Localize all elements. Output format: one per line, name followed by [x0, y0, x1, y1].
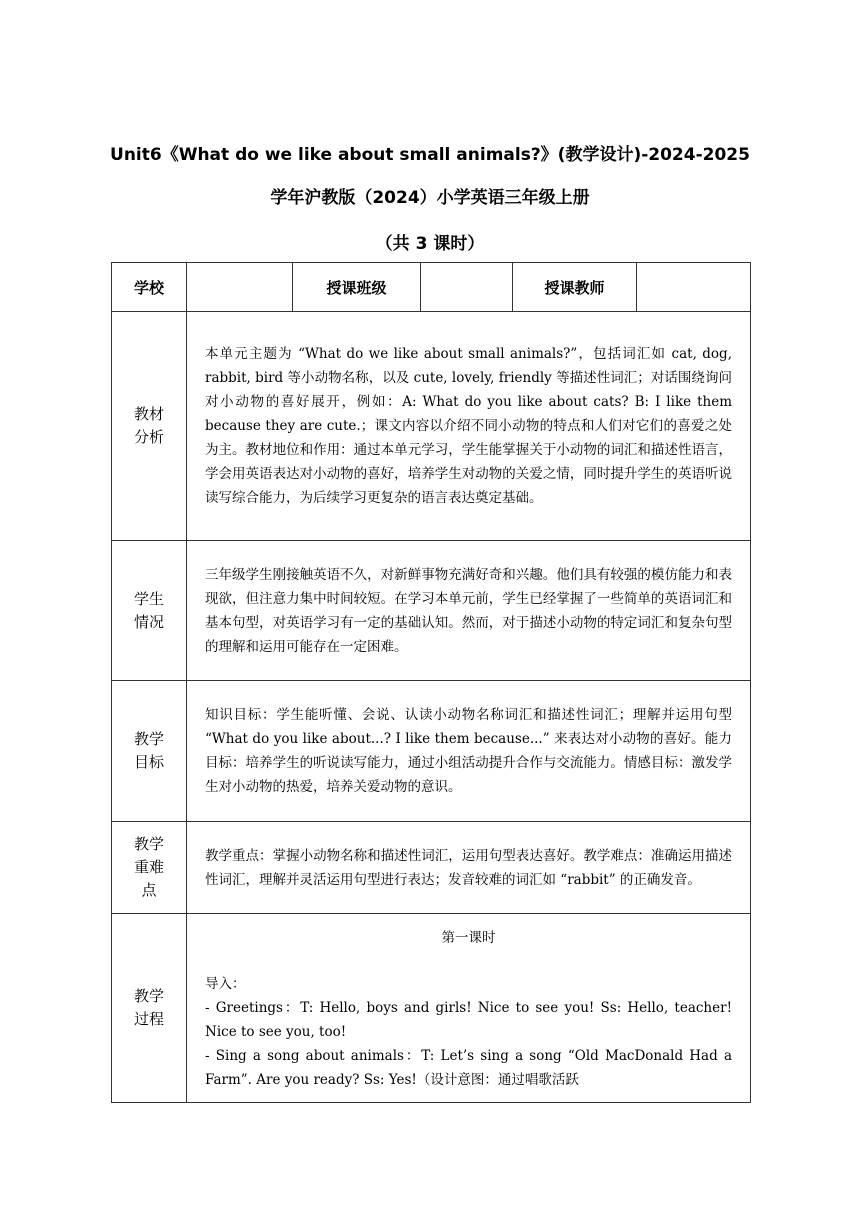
lesson-plan-table	[111, 262, 751, 1103]
section-label: 教学 重难 点	[112, 822, 187, 914]
section-row-material-analysis	[112, 312, 751, 541]
section-label: 教材 分析	[112, 312, 187, 541]
document-title-line-1: Unit6《What do we like about small animals?》(教学设计)-2024-2025	[110, 145, 750, 165]
lesson-title: 第一课时	[441, 930, 496, 946]
section-content: 三年级学生刚接触英语不久，对新鲜事物充满好奇和兴趣。他们具有较强的模仿能力和表现欲，但注意力集中时间较短。在学习本单元前，学生已经掌握了一些简单的英语词汇和基本句型，对英语学习有一定的基础认知。然而，对于描述小动物的特定词汇和复杂句型的理解和运用可能存在一定困难。	[187, 541, 751, 681]
section-row-teaching-objectives	[112, 681, 751, 822]
document-title-line-2: 学年沪教版（2024）小学英语三年级上册	[270, 188, 590, 208]
section-label: 教学 目标	[112, 681, 187, 822]
section-content: 知识目标：学生能听懂、会说、认读小动物名称词汇和描述性词汇；理解并运用句型 “What do you like about...? I like them because...” 来表达对小动物的喜好。能力目标：培养学生的听说读写能力，通过小组活动提升合作与交流能力。情感目标：激发学生对小动物的热爱，培养关爱动物的意识。	[187, 681, 751, 822]
process-item: - Sing a song about animals：T: Let’s sing a song “Old MacDonald Had a Farm”. Are you ready? Ss: Yes!（设计意图：通过唱歌活跃	[205, 1048, 732, 1088]
document-title-line-3: （共 3 课时）	[375, 234, 485, 254]
school-label: 学校	[112, 263, 187, 312]
class-label: 授课班级	[293, 263, 421, 312]
teacher-value	[637, 263, 751, 312]
section-content: 教学重点：掌握小动物名称和描述性词汇，运用句型表达喜好。教学难点：准确运用描述性词汇，理解并灵活运用句型进行表达；发音较难的词汇如 “rabbit” 的正确发音。	[187, 822, 751, 914]
section-label: 教学 过程	[112, 914, 187, 1103]
process-item: - Greetings：T: Hello, boys and girls! Nice to see you! Ss: Hello, teacher! Nice to see you, too!	[205, 1000, 732, 1040]
section-content: 本单元主题为 “What do we like about small animals?”，包括词汇如 cat, dog, rabbit, bird 等小动物名称，以及 cute, lovely, friendly 等描述性词汇；对话围绕询问对小动物的喜好展开，例如：A: What do you like about cats? B: I like them because they are cute.；课文内容以介绍不同小动物的特点和人们对它们的喜爱之处为主。教材地位和作用：通过本单元学习，学生能掌握关于小动物的词汇和描述性语言，学会用英语表达对小动物的喜好，培养学生对动物的关爱之情，同时提升学生的英语听说读写综合能力，为后续学习更复杂的语言表达奠定基础。	[187, 312, 751, 541]
teacher-label: 授课教师	[513, 263, 637, 312]
section-label: 学生 情况	[112, 541, 187, 681]
section-row-student-situation	[112, 541, 751, 681]
section-row-teaching-process	[112, 914, 751, 1103]
school-value	[187, 263, 293, 312]
intro-heading: 导入：	[205, 976, 246, 992]
section-row-key-difficult-points	[112, 822, 751, 914]
header-row	[112, 263, 751, 312]
section-content	[187, 914, 751, 1103]
class-value	[421, 263, 513, 312]
